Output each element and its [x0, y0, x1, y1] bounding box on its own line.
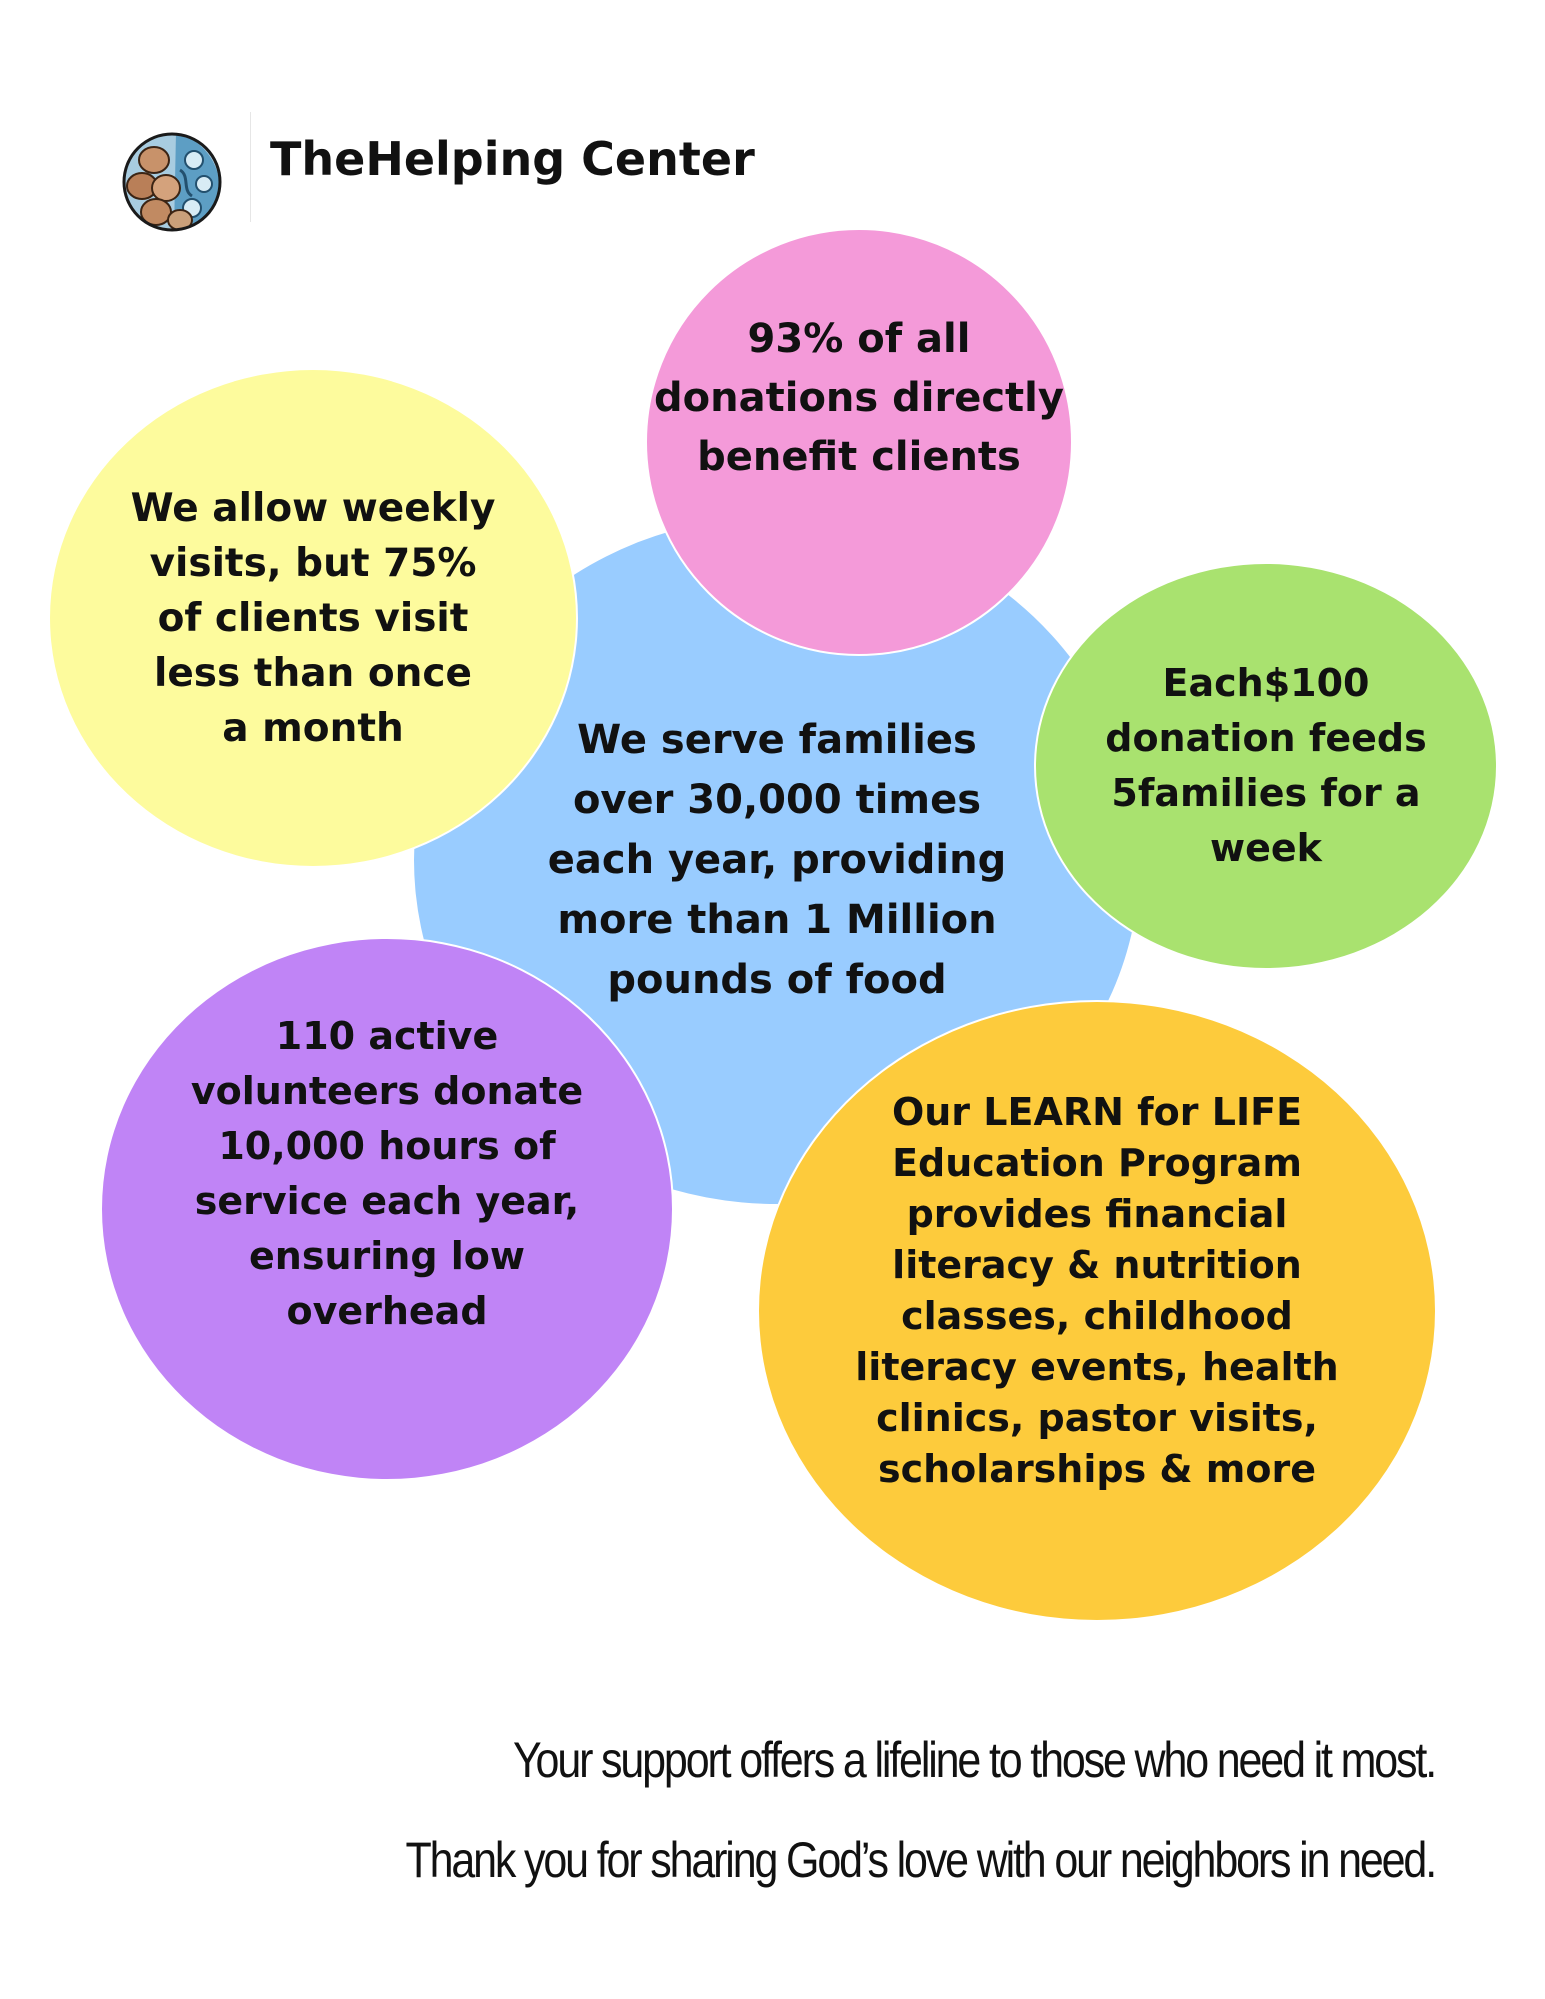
bubble-learn-for-life-text: Our LEARN for LIFE Education Program provides financial literacy & nutrition classes, childhood literacy events, health clinics, pastor visits, scholarships & more: [855, 1090, 1339, 1491]
header: [120, 112, 1220, 242]
footer-line-1: Your support offers a lifeline to those who need it most.: [512, 1732, 1435, 1788]
bubble-donations-benefit-text: 93% of all donations directly benefit clients: [654, 315, 1064, 480]
bubble-families-served-text: We serve families over 30,000 times each year, providing more than 1 Million pounds of food: [547, 717, 1007, 1003]
bubble-donations-benefit: [645, 228, 1073, 656]
footer-message: [135, 1710, 1435, 1910]
bubble-volunteers: [100, 937, 674, 1481]
bubble-weekly-visits: [48, 368, 578, 868]
bubble-donation-feeds: [1034, 562, 1498, 970]
header-divider: [250, 112, 251, 222]
bubble-learn-for-life: [757, 1000, 1437, 1622]
bubble-donation-feeds-text: Each$100 donation feeds 5families for a week: [1105, 661, 1427, 870]
bubble-weekly-visits-text: We allow weekly visits, but 75% of clients visit less than once a month: [130, 485, 496, 751]
page-title: TheHelping Center: [270, 132, 755, 186]
helping-center-logo-icon: [120, 130, 224, 234]
bubble-volunteers-text: 110 active volunteers donate 10,000 hours of service each year, ensuring low overhead: [190, 1014, 584, 1333]
footer-line-2: Thank you for sharing God’s love with our neighbors in need.: [405, 1832, 1435, 1888]
